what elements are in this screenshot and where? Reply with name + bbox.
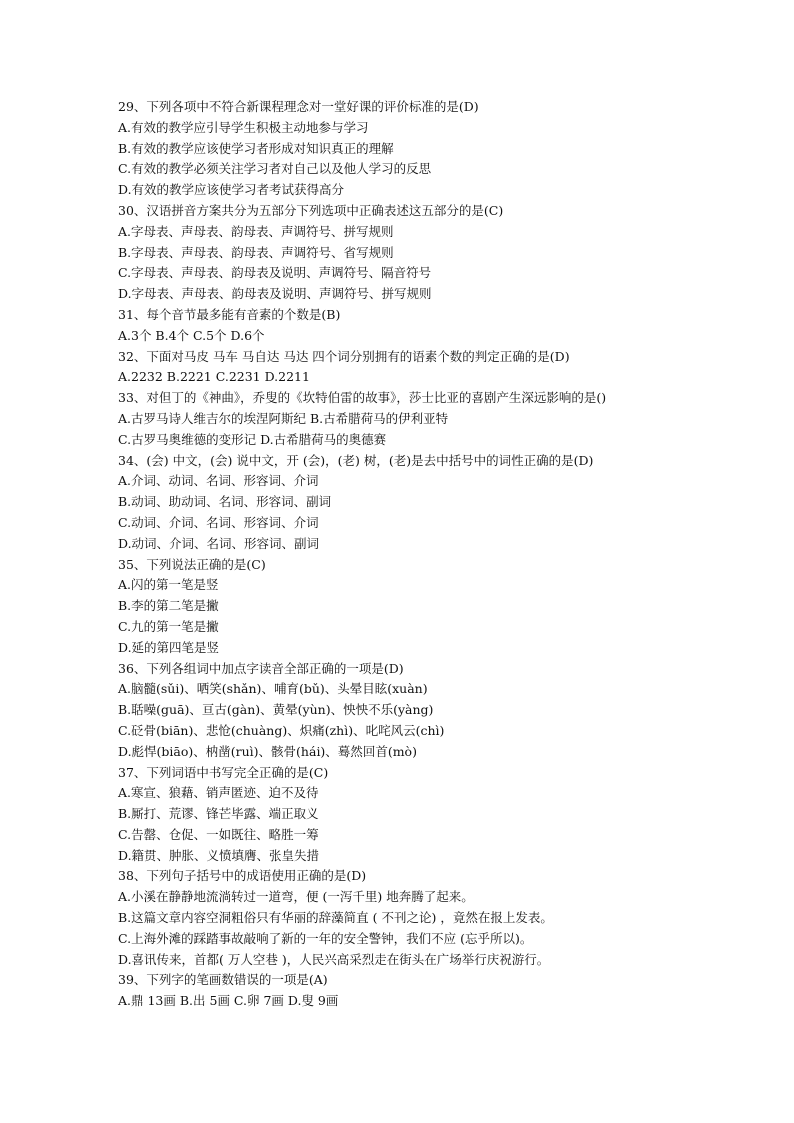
question-36: 36、下列各组词中加点字读音全部正确的一项是(D) [118, 660, 404, 676]
question-38: 38、下列句子括号中的成语使用正确的是(D) [118, 868, 367, 884]
q34-option-d: D.动词、介词、名词、形容词、副词 [118, 535, 320, 551]
q31-options: A.3个 B.4个 C.5个 D.6个 [118, 327, 265, 343]
q29-option-a: A.有效的教学应引导学生积极主动地参与学习 [118, 119, 369, 135]
q34-option-c: C.动词、介词、名词、形容词、介词 [118, 514, 319, 530]
q29-option-b: B.有效的教学应该使学习者形成对知识真正的理解 [118, 140, 394, 156]
q37-option-c: C.告罄、仓促、一如既往、略胜一筹 [118, 826, 319, 842]
question-39: 39、下列字的笔画数错误的一项是(A) [118, 972, 328, 988]
question-30: 30、汉语拼音方案共分为五部分下列选项中正确表述这五部分的是(C) [118, 202, 504, 218]
q35-option-a: A.闪的第一笔是竖 [118, 577, 219, 593]
question-33: 33、对但丁的《神曲》，乔叟的《坎特伯雷的故事》，莎士比亚的喜剧产生深远影响的是() [118, 390, 607, 406]
question-35: 35、下列说法正确的是(C) [118, 556, 266, 572]
q35-option-d: D.延的第四笔是竖 [118, 639, 220, 655]
document-body [118, 97, 758, 1012]
q38-option-c: C.上海外滩的踩踏事故敲响了新的一年的安全警钟，我们不应 (忘乎所以)。 [118, 930, 533, 946]
q37-option-a: A.寒宣、狼藉、销声匿迹、迫不及待 [118, 785, 319, 801]
q35-option-c: C.九的第一笔是撇 [118, 618, 219, 634]
q34-option-a: A.介词、动词、名词、形容词、介词 [118, 473, 319, 489]
q33-options-ab: A.古罗马诗人维吉尔的埃涅阿斯纪 B.古希腊荷马的伊利亚特 [118, 410, 449, 426]
q38-option-b: B.这篇文章内容空洞粗俗只有华丽的辞藻简直 ( 不刊之论) ，竟然在报上发表。 [118, 910, 553, 926]
q38-option-a: A.小溪在静静地流淌转过一道弯，便 (一泻千里) 地奔腾了起来。 [118, 889, 474, 905]
q39-options: A.鼎 13画 B.出 5画 C.卵 7画 D.叟 9画 [118, 993, 339, 1009]
question-37: 37、下列词语中书写完全正确的是(C) [118, 764, 329, 780]
q37-option-d: D.籍贯、肿胀、义愤填膺、张皇失措 [118, 847, 320, 863]
q30-option-d: D.字母表、声母表、韵母表及说明、声调符号、拼写规则 [118, 286, 432, 302]
q33-options-cd: C.古罗马奥维德的变形记 D.古希腊荷马的奥德赛 [118, 431, 387, 447]
q36-option-d: D.彪悍(biāo)、枘凿(ruì)、骸骨(hái)、蓦然回首(mò) [118, 743, 417, 759]
q37-option-b: B.厮打、荒谬、锋芒毕露、端正取义 [118, 806, 319, 822]
q29-option-d: D.有效的教学应该使学习者考试获得高分 [118, 182, 345, 198]
q30-option-c: C.字母表、声母表、韵母表及说明、声调符号、隔音符号 [118, 265, 432, 281]
q29-option-c: C.有效的教学必须关注学习者对自己以及他人学习的反思 [118, 161, 432, 177]
question-32: 32、下面对马皮 马车 马自达 马达 四个词分别拥有的语素个数的判定正确的是(D) [118, 348, 570, 364]
q30-option-b: B.字母表、声母表、韵母表、声调符号、省写规则 [118, 244, 394, 260]
q35-option-b: B.李的第二笔是撇 [118, 598, 219, 614]
q36-option-c: C.砭骨(biān)、悲怆(chuàng)、炽痛(zhì)、叱咤风云(chì) [118, 722, 445, 738]
question-31: 31、每个音节最多能有音素的个数是(B) [118, 306, 341, 322]
q36-option-a: A.脑髓(sǔi)、哂笑(shǎn)、哺育(bǔ)、头晕目眩(xuàn) [118, 681, 428, 697]
q38-option-d: D.喜讯传来，首都( 万人空巷 )，人民兴高采烈走在街头在广场举行庆祝游行。 [118, 951, 550, 967]
q32-options: A.2232 B.2221 C.2231 D.2211 [118, 369, 310, 385]
question-34: 34、(会) 中文，(会) 说中文，开 (会)，(老) 树，(老)是去中括号中的词性正确的是(D) [118, 452, 594, 468]
q34-option-b: B.动词、助动词、名词、形容词、副词 [118, 494, 332, 510]
q30-option-a: A.字母表、声母表、韵母表、声调符号、拼写规则 [118, 223, 394, 239]
question-29: 29、下列各项中不符合新课程理念对一堂好课的评价标准的是(D) [118, 99, 479, 114]
q36-option-b: B.聒噪(guā)、亘古(gàn)、黄晕(yùn)、怏怏不乐(yàng) [118, 702, 434, 718]
